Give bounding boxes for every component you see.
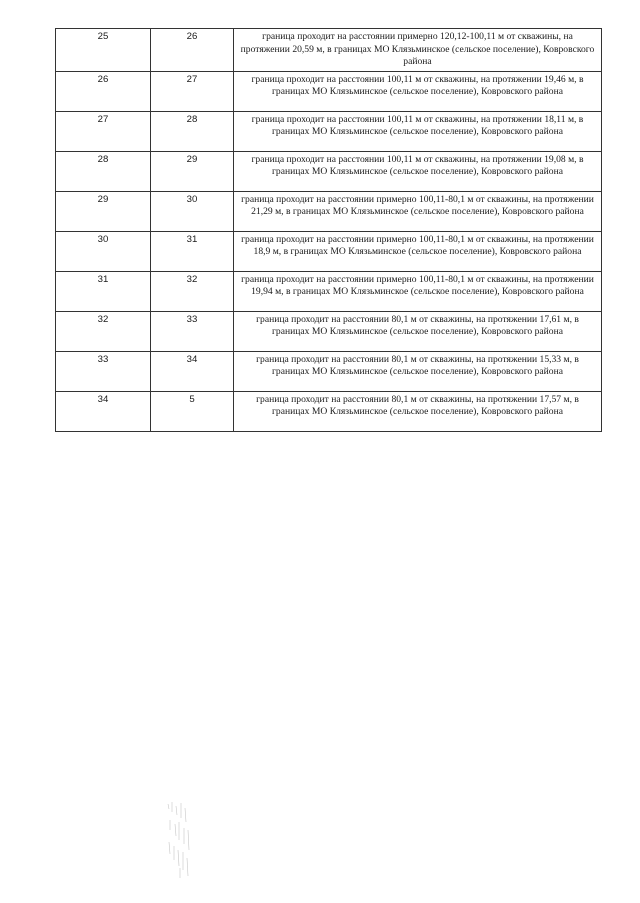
point-from-cell: 27 bbox=[56, 111, 151, 151]
point-from-cell: 29 bbox=[56, 191, 151, 231]
table-row bbox=[56, 391, 602, 431]
point-to-cell: 27 bbox=[151, 71, 234, 111]
table-body bbox=[56, 29, 602, 432]
point-to-cell: 31 bbox=[151, 231, 234, 271]
boundary-description-cell: граница проходит на расстоянии 100,11 м от скважины, на протяжении 19,08 м, в границах МО Клязьминское (сельское поселение), Ковровского района bbox=[234, 151, 602, 191]
point-to-cell: 32 bbox=[151, 271, 234, 311]
table-row bbox=[56, 351, 602, 391]
table-row bbox=[56, 111, 602, 151]
point-to-cell: 34 bbox=[151, 351, 234, 391]
table-row bbox=[56, 311, 602, 351]
boundary-description-cell: граница проходит на расстоянии 80,1 м от скважины, на протяжении 17,61 м, в границах МО Клязьминское (сельское поселение), Ковровского района bbox=[234, 311, 602, 351]
boundary-description-cell: граница проходит на расстоянии примерно 100,11-80,1 м от скважины, на протяжении 21,29 м, в границах МО Клязьминское (сельское поселение), Ковровского района bbox=[234, 191, 602, 231]
boundary-description-cell: граница проходит на расстоянии примерно 100,11-80,1 м от скважины, на протяжении 19,94 м, в границах МО Клязьминское (сельское поселение), Ковровского района bbox=[234, 271, 602, 311]
boundary-description-cell: граница проходит на расстоянии 100,11 м от скважины, на протяжении 19,46 м, в границах МО Клязьминское (сельское поселение), Ковровского района bbox=[234, 71, 602, 111]
point-from-cell: 30 bbox=[56, 231, 151, 271]
boundary-description-cell: граница проходит на расстоянии 80,1 м от скважины, на протяжении 17,57 м, в границах МО Клязьминское (сельское поселение), Ковровского района bbox=[234, 391, 602, 431]
point-to-cell: 5 bbox=[151, 391, 234, 431]
table-row bbox=[56, 271, 602, 311]
boundary-table bbox=[55, 28, 602, 432]
point-to-cell: 33 bbox=[151, 311, 234, 351]
boundary-description-cell: граница проходит на расстоянии 80,1 м от скважины, на протяжении 15,33 м, в границах МО Клязьминское (сельское поселение), Ковровского района bbox=[234, 351, 602, 391]
point-from-cell: 34 bbox=[56, 391, 151, 431]
point-from-cell: 33 bbox=[56, 351, 151, 391]
boundary-description-cell: граница проходит на расстоянии примерно 100,11-80,1 м от скважины, на протяжении 18,9 м, в границах МО Клязьминское (сельское поселение), Ковровского района bbox=[234, 231, 602, 271]
point-to-cell: 26 bbox=[151, 29, 234, 72]
point-from-cell: 32 bbox=[56, 311, 151, 351]
boundary-description-cell: граница проходит на расстоянии 100,11 м от скважины, на протяжении 18,11 м, в границах МО Клязьминское (сельское поселение), Ковровского района bbox=[234, 111, 602, 151]
point-from-cell: 26 bbox=[56, 71, 151, 111]
point-from-cell: 25 bbox=[56, 29, 151, 72]
boundary-description-cell: граница проходит на расстоянии примерно 120,12-100,11 м от скважины, на протяжении 20,59 м, в границах МО Клязьминское (сельское поселение), Ковровского района bbox=[234, 29, 602, 72]
point-from-cell: 28 bbox=[56, 151, 151, 191]
point-to-cell: 29 bbox=[151, 151, 234, 191]
table-row bbox=[56, 151, 602, 191]
table-row bbox=[56, 71, 602, 111]
table-row bbox=[56, 231, 602, 271]
point-from-cell: 31 bbox=[56, 271, 151, 311]
table-row bbox=[56, 29, 602, 72]
point-to-cell: 28 bbox=[151, 111, 234, 151]
point-to-cell: 30 bbox=[151, 191, 234, 231]
table-row bbox=[56, 191, 602, 231]
scan-artifact-marks bbox=[166, 800, 192, 880]
